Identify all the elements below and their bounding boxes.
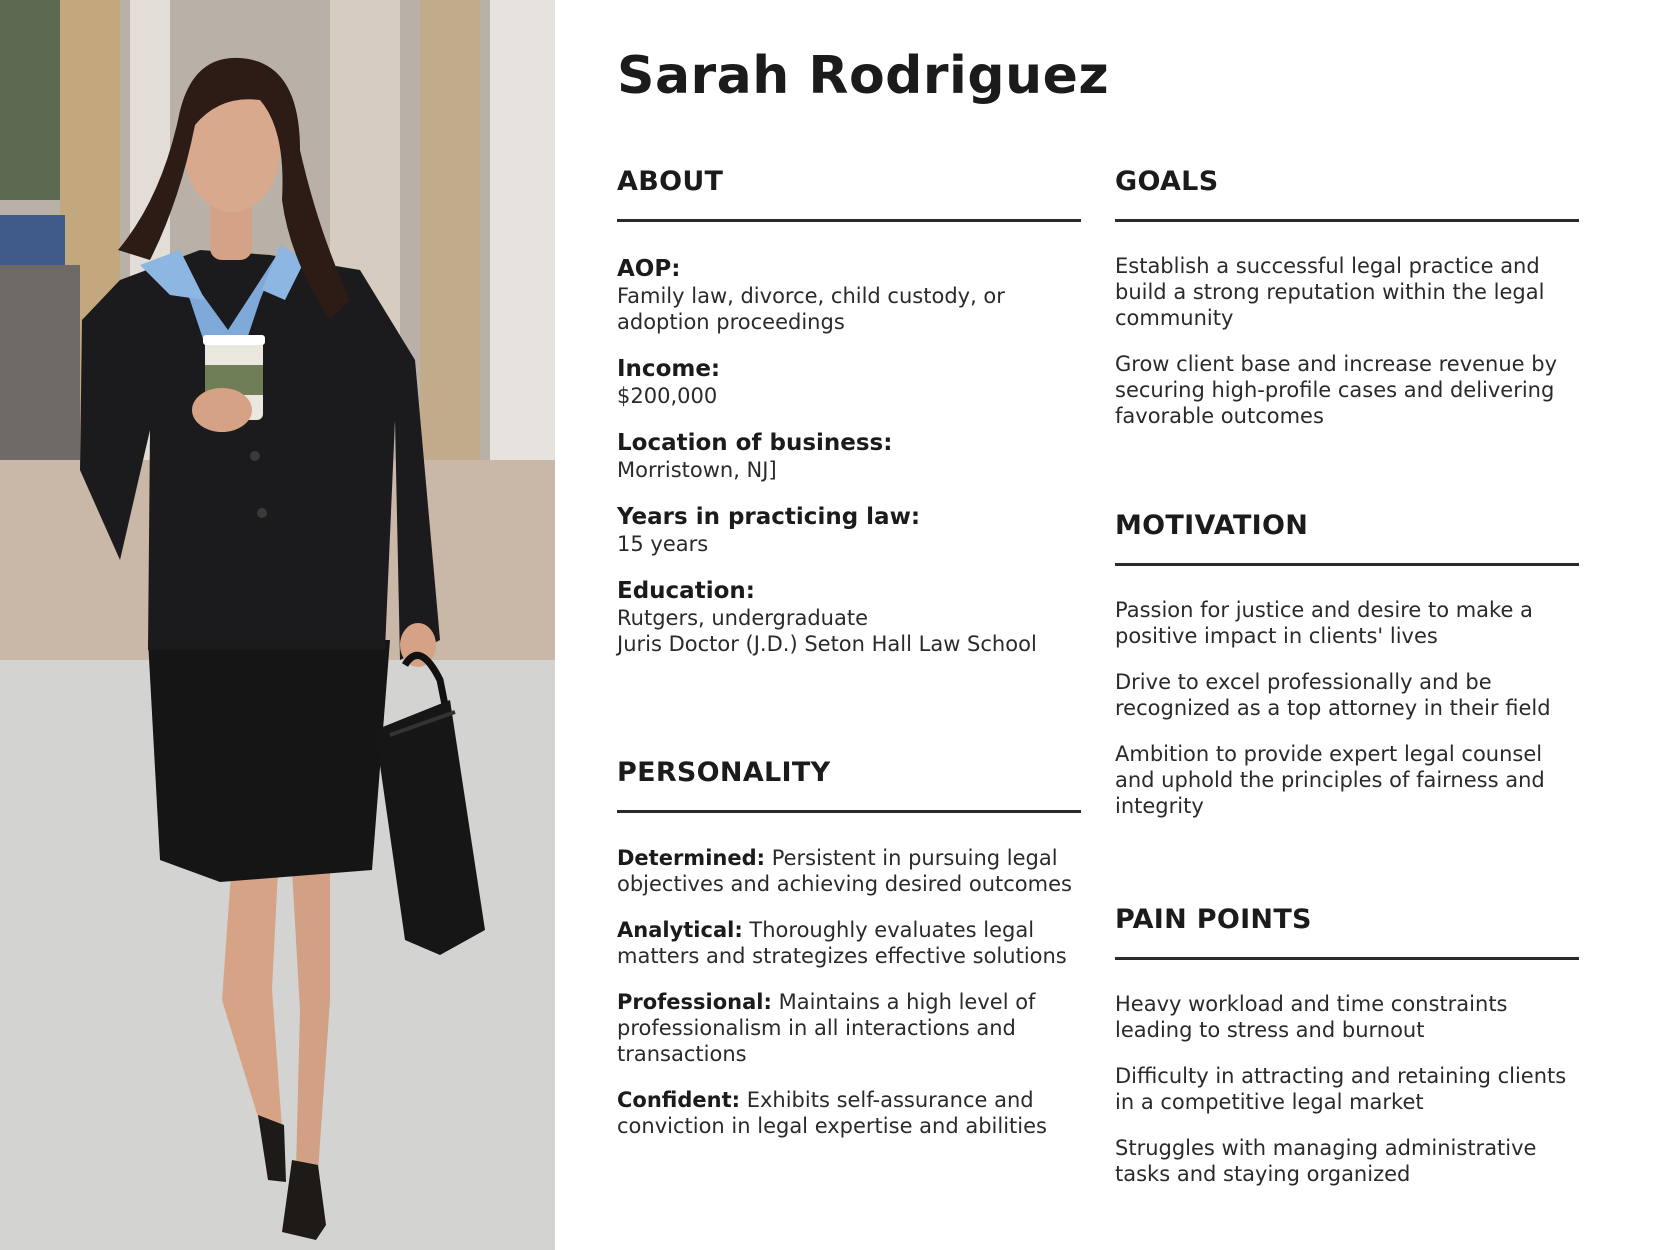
personality-item [617, 845, 1081, 897]
motivation-item: Drive to excel professionally and be recognized as a top attorney in their field [1115, 670, 1551, 720]
field-value: $200,000 [617, 384, 718, 408]
motivation-heading: MOTIVATION [1115, 510, 1309, 541]
field-value: 15 years [617, 532, 709, 556]
pain-point-item: Struggles with managing administrative tasks and staying organized [1115, 1136, 1537, 1186]
trait-term: Analytical: [617, 918, 743, 942]
motivation-section [1115, 510, 1585, 839]
personality-item [617, 1087, 1081, 1139]
pain-points-divider [1115, 957, 1579, 960]
about-section [617, 166, 1081, 677]
motivation-divider [1115, 563, 1579, 566]
about-field-aop [617, 255, 1081, 335]
pain-points-section [1115, 904, 1585, 1207]
trait-text: Maintains a high level of professionalism in all interactions and transactions [617, 990, 1036, 1066]
field-label: Education: [617, 578, 755, 604]
pain-point-item: Difficulty in attracting and retaining clients in a competitive legal market [1115, 1064, 1567, 1114]
motivation-item: Passion for justice and desire to make a positive impact in clients' lives [1115, 598, 1533, 648]
personality-divider [617, 810, 1081, 813]
persona-photo [0, 0, 555, 1250]
pain-points-heading: PAIN POINTS [1115, 904, 1312, 935]
businesswoman-photo-icon [0, 0, 555, 1250]
goals-heading: GOALS [1115, 166, 1219, 197]
motivation-item: Ambition to provide expert legal counsel and uphold the principles of fairness and integrity [1115, 742, 1545, 818]
trait-text: Thoroughly evaluates legal matters and strategizes effective solutions [617, 918, 1067, 968]
about-field-education [617, 577, 1081, 657]
goal-item: Establish a successful legal practice and build a strong reputation within the legal community [1115, 254, 1545, 330]
persona-name: Sarah Rodriguez [617, 46, 1110, 106]
trait-term: Confident: [617, 1088, 741, 1112]
about-field-location [617, 429, 1081, 483]
personality-item [617, 917, 1081, 969]
field-value: Family law, divorce, child custody, or adoption proceedings [617, 284, 1005, 334]
field-label: Years in practicing law: [617, 504, 921, 530]
trait-term: Determined: [617, 846, 766, 870]
field-label: AOP: [617, 256, 681, 282]
trait-term: Professional: [617, 990, 772, 1014]
personality-item [617, 989, 1081, 1067]
field-value: Morristown, NJ] [617, 458, 777, 482]
goals-section [1115, 166, 1579, 449]
personality-heading: PERSONALITY [617, 757, 831, 788]
about-field-income [617, 355, 1081, 409]
about-field-years [617, 503, 1081, 557]
trait-text: Persistent in pursuing legal objectives and achieving desired outcomes [617, 846, 1072, 896]
field-label: Location of business: [617, 430, 893, 456]
goal-item: Grow client base and increase revenue by securing high-profile cases and delivering favorable outcomes [1115, 352, 1558, 428]
personality-section [617, 757, 1081, 1159]
field-label: Income: [617, 356, 721, 382]
goals-divider [1115, 219, 1579, 222]
field-value: Rutgers, undergraduate Juris Doctor (J.D.) Seton Hall Law School [617, 606, 1037, 656]
about-divider [617, 219, 1081, 222]
trait-text: Exhibits self-assurance and conviction in legal expertise and abilities [617, 1088, 1047, 1138]
pain-point-item: Heavy workload and time constraints leading to stress and burnout [1115, 992, 1508, 1042]
about-heading: ABOUT [617, 166, 724, 197]
